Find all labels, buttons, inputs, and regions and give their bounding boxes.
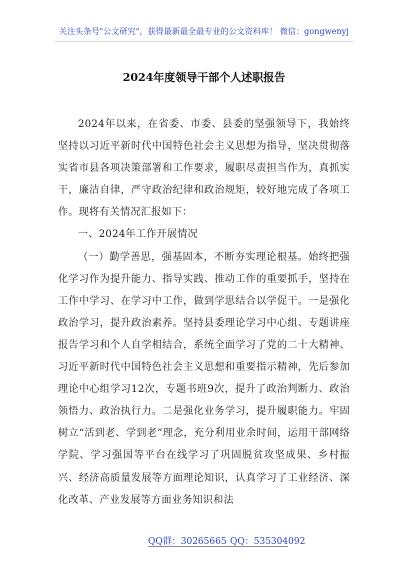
- intro-paragraph: 2024年以来，在省委、市委、县委的坚强领导下，我始终坚持以习近平新时代中国特色社会主义思想为指导，坚决贯彻落实省市县各项决策部署和工作要求，履职尽责担当作为，真抓实干，廉洁自律，严守政治纪律和政治规矩，较好地完成了各项工作。现将有关情况汇报如下：: [58, 119, 350, 219]
- footer-qq-number: QQ：535304092: [230, 537, 306, 547]
- document-body: [58, 114, 350, 512]
- document-title: 2024年度领导干部个人述职报告: [122, 71, 286, 84]
- header-divider: [55, 41, 353, 42]
- page-header-banner: 关注头条号"公文研究"，获得最新最全最专业的公文资料库！ 微信：gongwenyj: [59, 27, 349, 36]
- footer-qq-group: QQ群：30265665: [148, 537, 227, 547]
- study-paragraph: （一）勤学善思，强基固本，不断夯实理论根基。始终把强化学习作为提升能力、指导实践、推动工作的重要抓手，坚持在工作中学习、在学习中工作，做到学思结合以学促干。一是强化政治学习，提升政治素养。坚持县委理论学习中心组、专题讲座报告学习和个人自学相结合，系统全面学习了党的二十大精神、习近平新时代中国特色社会主义思想和重要指示精神，先后参加理论中心组学习12次，专题书班9次，提升了政治判断力、政治领悟力、政治执行力。二是强化业务学习，提升履职能力。牢固树立“活到老、学到老”理念，充分利用业余时间，运用干部网络学院、学习强国等平台在线学习了巩固脱贫攻坚成果、乡村振兴、经济高质量发展等方面理论知识，认真学习了工业经济、深化改革、产业发展等方面业务知识和法: [58, 251, 350, 506]
- footer-underline: [148, 546, 288, 547]
- section-heading: 一、2024年工作开展情况: [78, 229, 198, 241]
